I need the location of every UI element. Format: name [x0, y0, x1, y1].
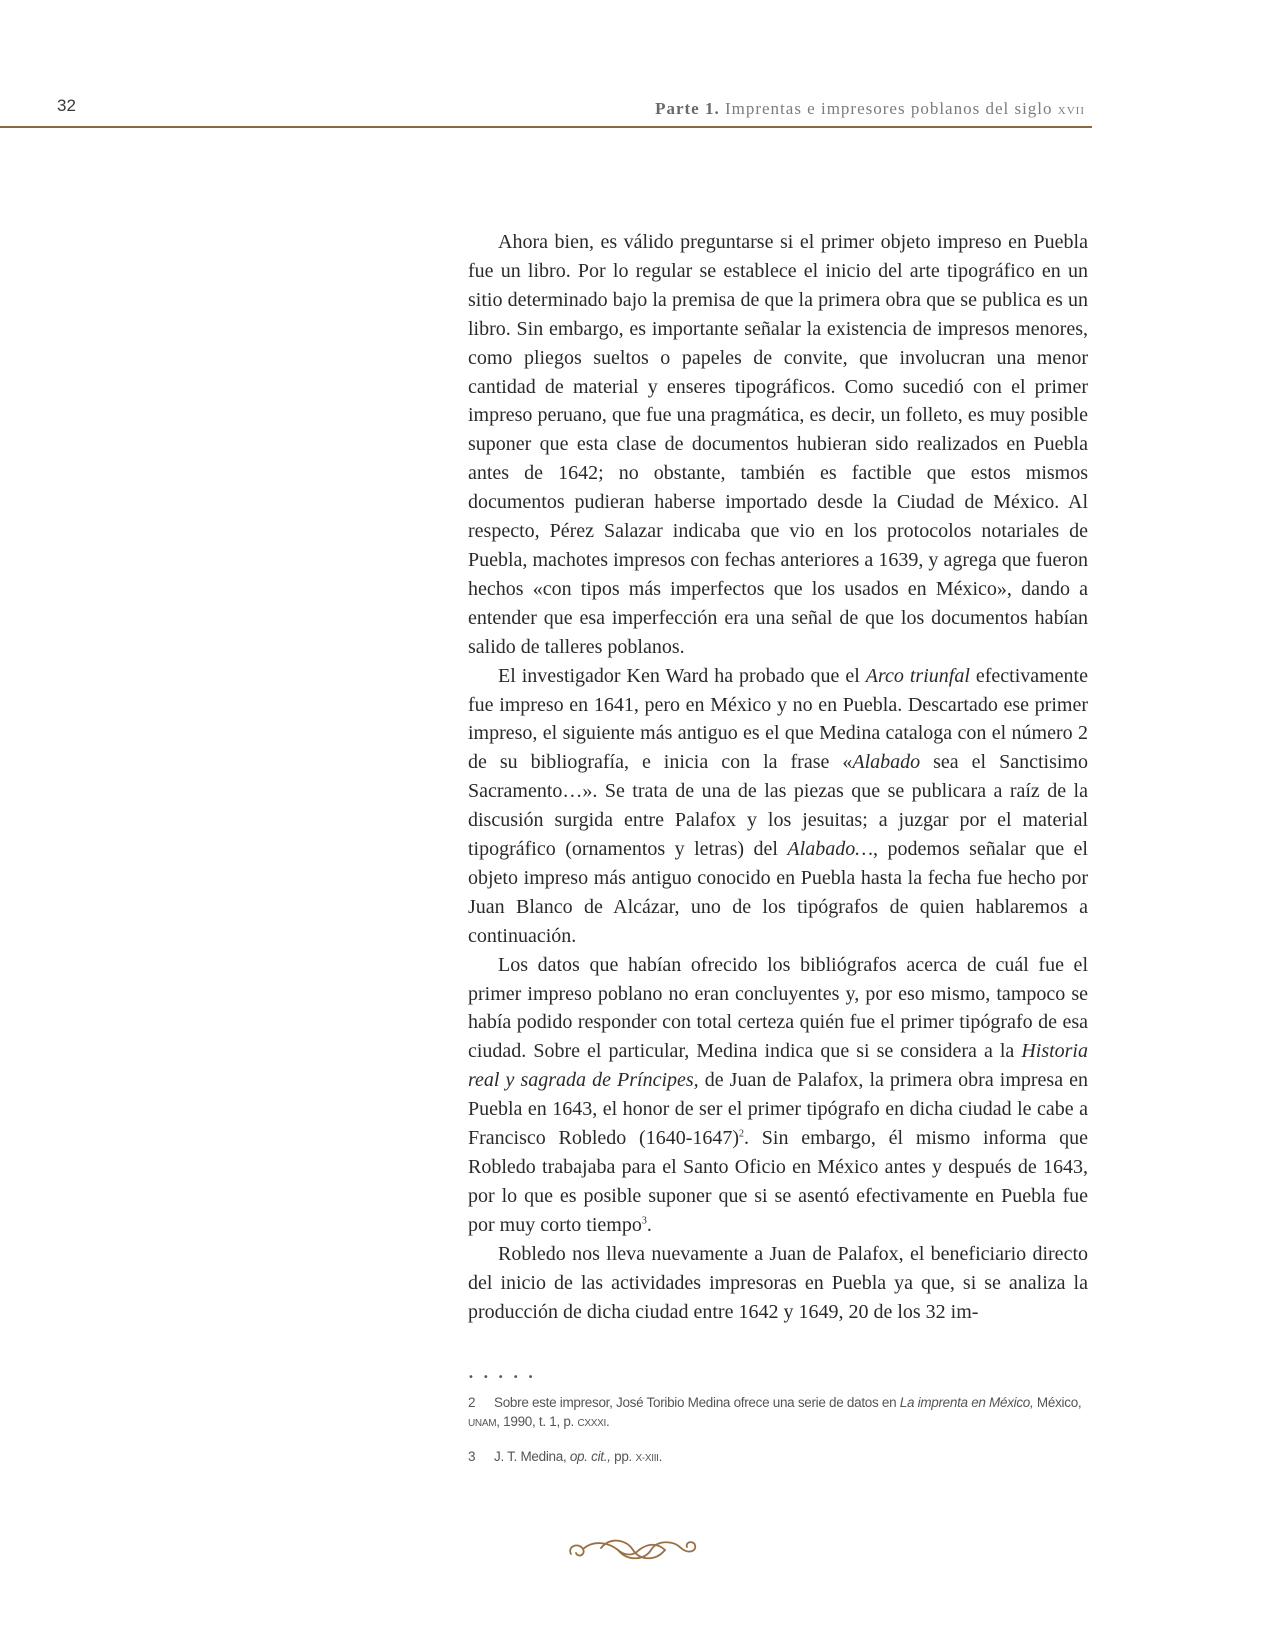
text-run: Sobre este impresor, José Toribio Medina ofrece una serie de datos en	[494, 1395, 900, 1410]
footnote-ref-2[interactable]: 2	[739, 1128, 745, 1140]
text-run: sea el Sanctisimo Sacramento…». Se trata de una de las piezas que se publicara a raíz de la discusión surgida entre Palafox y los jesuitas; a juzgar por el material tipográfico (ornamentos y letras) del	[468, 751, 1088, 861]
footnote-3	[468, 1447, 1088, 1468]
italic-title: Historia real y sagrada de Príncipes,	[468, 1040, 1088, 1092]
century-label: xvii	[1057, 101, 1085, 118]
footnotes	[468, 1393, 1088, 1482]
text-run: , podemos señalar que el objeto impreso más antiguo conocido en Puebla hasta la fecha fue hecho por Juan Blanco de Alcázar, uno de los tipógrafos de quien hablaremos a continuación.	[468, 838, 1088, 947]
italic-title: Arco triunfal	[865, 664, 970, 687]
paragraph-2	[468, 662, 1088, 951]
footnote-ref-3[interactable]: 3	[641, 1215, 647, 1227]
small-caps: CXXXI	[577, 1418, 606, 1429]
italic-title: Alabado…	[787, 838, 873, 861]
paragraph-3	[468, 951, 1088, 1240]
text-run: .	[658, 1449, 663, 1464]
small-caps: X-XIII	[635, 1453, 659, 1464]
footnote-separator: •••••	[468, 1372, 543, 1383]
text-run: Los datos que habían ofrecido los bibliógrafos acerca de cuál fue el primer impreso poblano no eran concluyentes y, por eso mismo, tampoco se había podido responder con total certeza quién fue el primer tipógrafo de esa ciudad. Sobre el particular, Medina indica que si se considera a la	[468, 953, 1088, 1063]
main-text	[468, 228, 1088, 1326]
text-run: México,	[1033, 1395, 1082, 1410]
text-run: efectivamente fue impreso en 1641, pero en México y no en Puebla. Descartado ese primer impreso, el siguiente más antiguo es el que Medina cataloga con el número 2 de su bibliografía, e inicia con la frase «	[468, 664, 1088, 774]
section-title: Imprentas e impresores poblanos del siglo	[724, 99, 1053, 118]
text-run: . Sin embargo, él mismo informa que Robledo trabajaba para el Santo Oficio en México antes y después de 1643, por lo que es posible suponer que si se asentó efectivamente en Puebla fue por muy corto tiempo	[468, 1127, 1088, 1236]
paragraph-1: Ahora bien, es válido preguntarse si el primer objeto impreso en Puebla fue un libro. Por lo regular se establece el inicio del arte tipográfico en un sitio determinado bajo la premisa de que la primera obra que se publica es un libro. Sin embargo, es importante señalar la existencia de impresos menores, como pliegos sueltos o papeles de convite, que involucran una menor cantidad de material y enseres tipográficos. Como sucedió con el primer impreso peruano, que fue una pragmática, es decir, un folleto, es muy posible suponer que esta clase de documentos hubieran sido realizados en Puebla antes de 1642; no obstante, también es factible que estos mismos documentos pudieran haberse importado desde la Ciudad de México. Al respecto, Pérez Salazar indicaba que vio en los protocolos notariales de Puebla, machotes impresos con fechas anteriores a 1639, y agrega que fueron hechos «con tipos más imperfectos que los usados en México», dando a entender que esa imperfección era una señal de que los documentos habían salido de talleres poblanos.	[468, 231, 1088, 658]
text-run: J. T. Medina,	[494, 1449, 570, 1464]
part-label: Parte 1.	[655, 99, 720, 118]
page-number: 32	[57, 96, 76, 115]
scroll-flourish-icon	[563, 1532, 703, 1568]
text-run: .	[605, 1414, 610, 1429]
text-run: pp.	[610, 1449, 636, 1464]
header-rule	[0, 126, 1092, 128]
text-run: de Juan de Palafox, la primera obra impresa en Puebla en 1643, el honor de ser el primer tipógrafo en dicha ciudad le cabe a Francisco Robledo (1640-1647)	[468, 1069, 1089, 1150]
italic-title: Alabado	[852, 751, 921, 774]
text-run: .	[646, 1213, 652, 1236]
footnote-number: 2	[468, 1395, 476, 1410]
text-run: , 1990, t. 1, p.	[496, 1414, 578, 1429]
italic-title: La imprenta en México,	[899, 1395, 1034, 1410]
italic-title: op. cit.,	[569, 1449, 611, 1464]
footnote-number: 3	[468, 1449, 476, 1464]
text-run: El investigador Ken Ward ha probado que el	[498, 664, 866, 687]
small-caps: UNAM	[468, 1418, 497, 1429]
footnote-2	[468, 1393, 1088, 1433]
running-header	[655, 99, 1085, 119]
paragraph-4: Robledo nos lleva nuevamente a Juan de Palafox, el beneficiario directo del inicio de las actividades impresoras en Puebla ya que, si se analiza la producción de dicha ciudad entre 1642 y 1649, 20 de los 32 im-	[468, 1242, 1088, 1323]
